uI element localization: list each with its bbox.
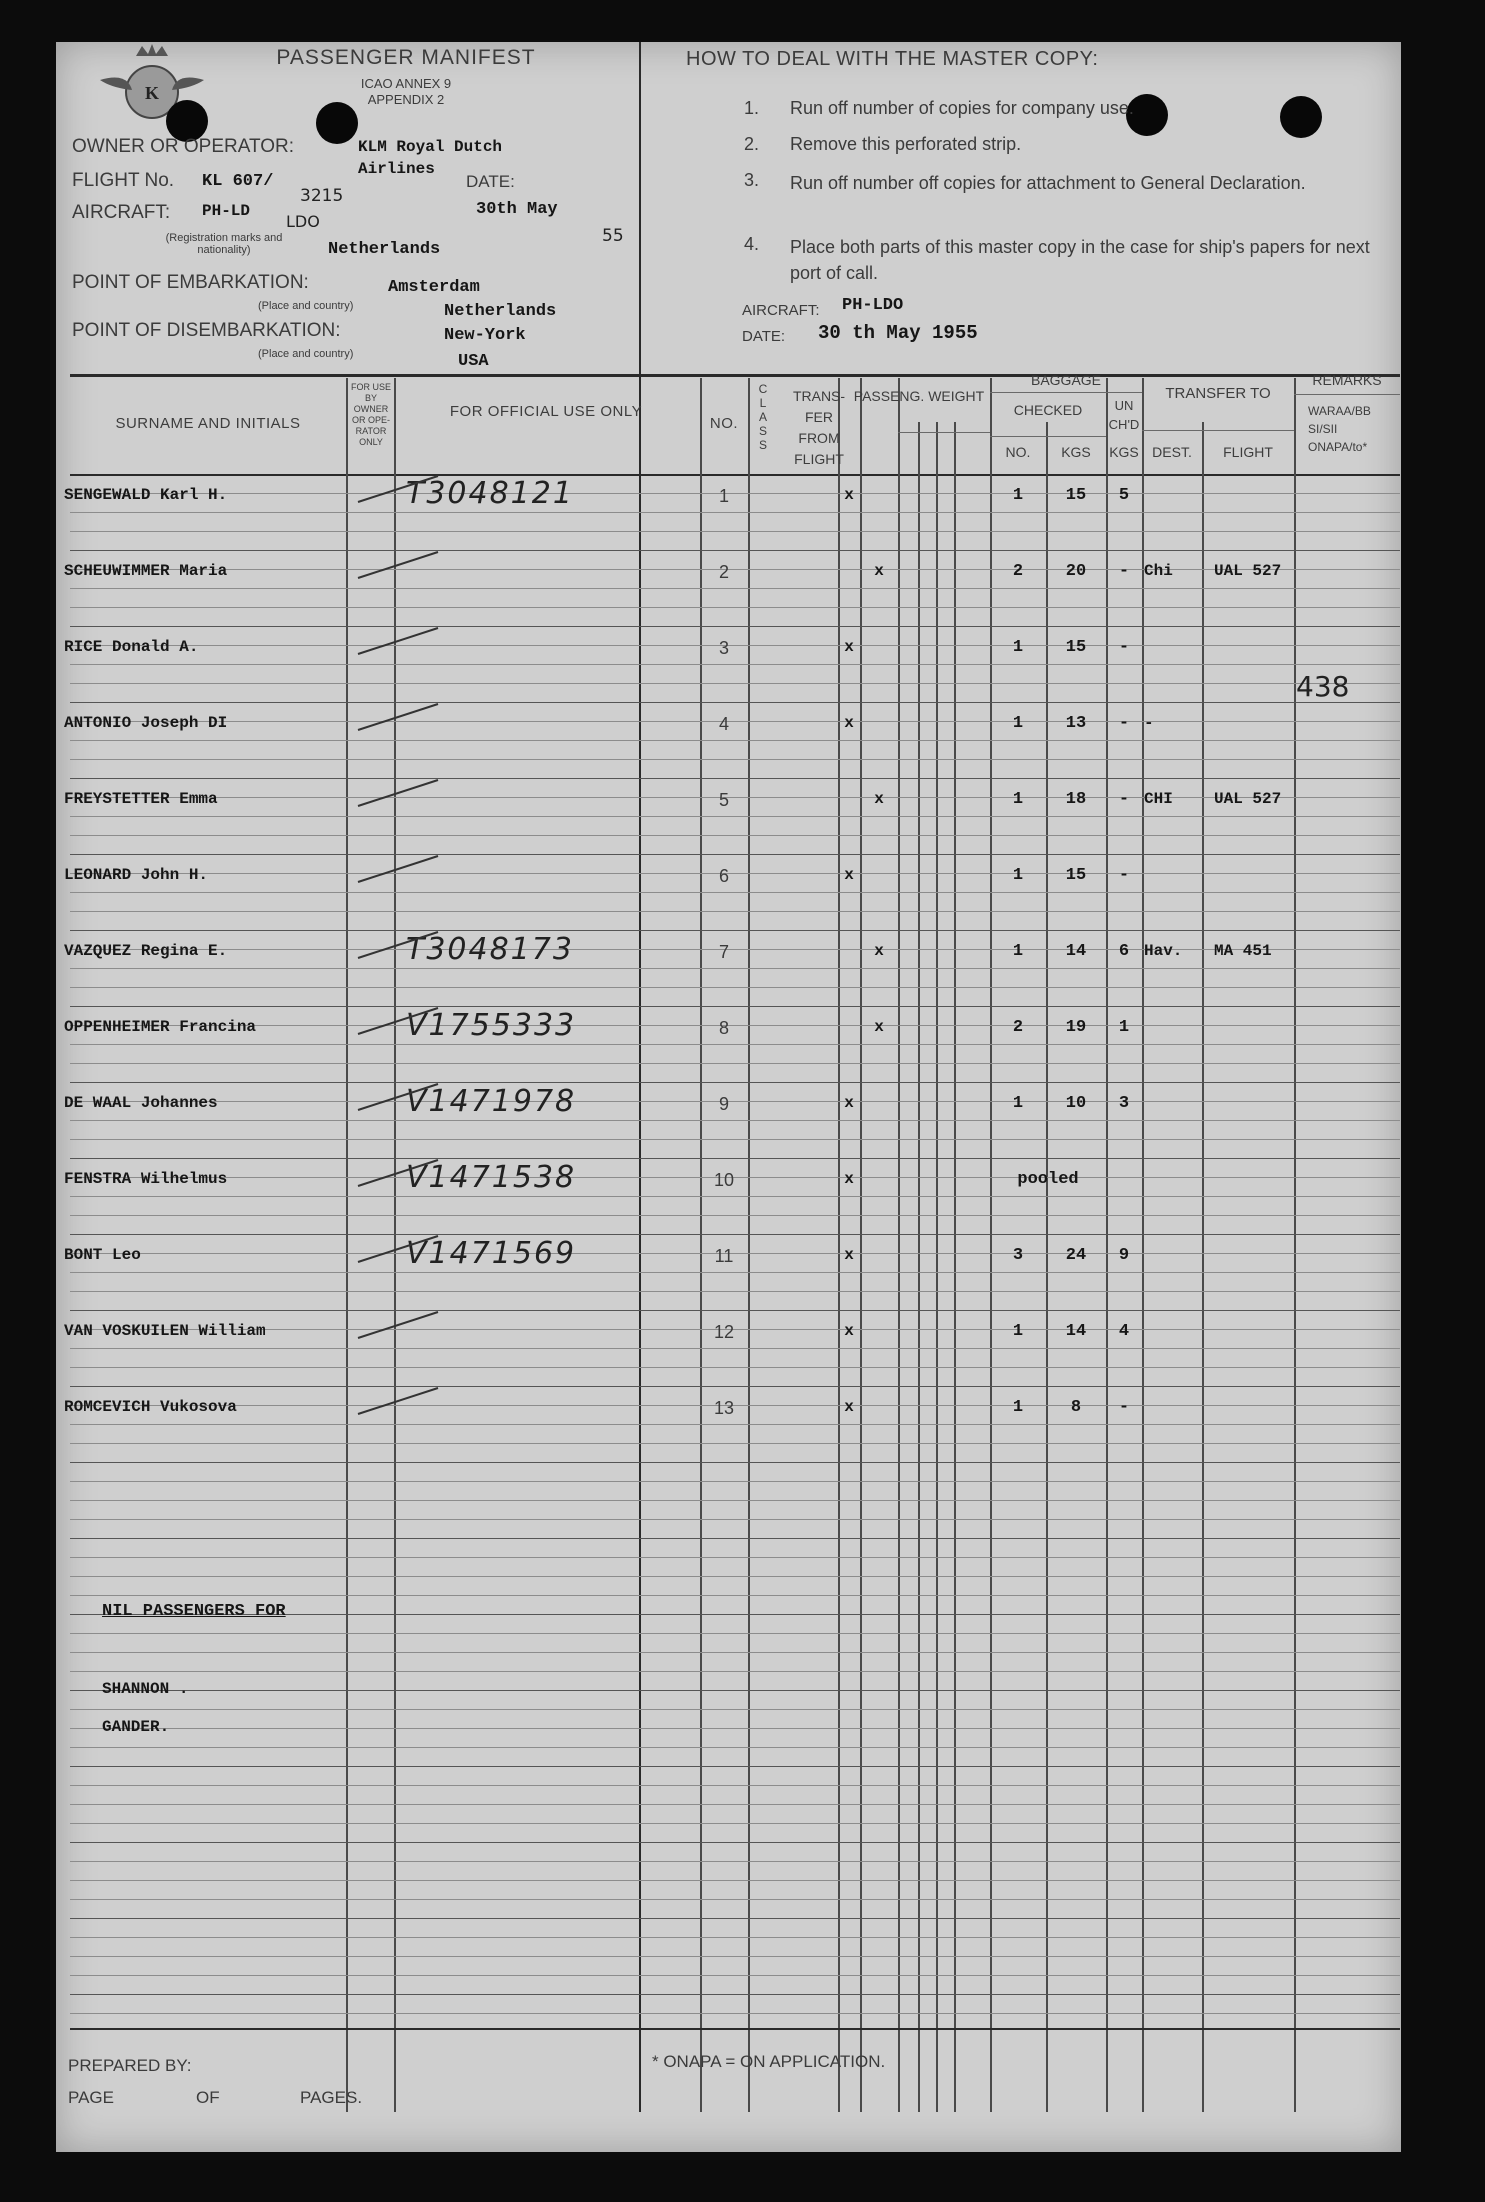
- ruled-line: [70, 1215, 1400, 1216]
- passenger-number: 4: [718, 714, 729, 734]
- baggage-count: 2: [1012, 1018, 1024, 1037]
- ruled-line: [70, 1348, 1400, 1349]
- ruled-line: [70, 1063, 1400, 1064]
- passenger-name: OPPENHEIMER Francina: [64, 1018, 257, 1036]
- passenger-name: SCHEUWIMMER Maria: [64, 562, 228, 580]
- handwritten-remark: 438: [1296, 670, 1350, 703]
- ruled-line: [70, 1576, 1400, 1577]
- passenger-name: ANTONIO Joseph DI: [64, 714, 228, 732]
- ruled-line: [70, 968, 1400, 969]
- passenger-name: FENSTRA Wilhelmus: [64, 1170, 228, 1188]
- ruled-line: [70, 1994, 1400, 1995]
- owner-value: KLM Royal Dutch: [358, 138, 503, 156]
- instruction-number: 1.: [744, 98, 760, 118]
- ruled-line: [70, 1481, 1400, 1482]
- ruled-line: [70, 683, 1400, 684]
- passenger-name: DE WAAL Johannes: [64, 1094, 218, 1112]
- baggage-count: 3: [1012, 1246, 1024, 1265]
- ruled-line: [70, 1044, 1400, 1045]
- ruled-line: [70, 930, 1400, 931]
- col-flight: FLIGHT: [1223, 444, 1273, 460]
- col-bag-kgs: KGS: [1061, 444, 1091, 460]
- weight-mark: x: [874, 562, 884, 580]
- baggage-count: 2: [1012, 562, 1024, 581]
- ruled-line: [70, 892, 1400, 893]
- passenger-number: 3: [718, 638, 729, 658]
- ruled-line: [70, 1633, 1400, 1634]
- instruction-number: 2.: [744, 134, 760, 154]
- pages-label: PAGES.: [300, 2088, 363, 2107]
- passenger-number: 1: [718, 486, 729, 506]
- ruled-line: [70, 1538, 1400, 1539]
- ruled-line: [70, 1291, 1400, 1292]
- col-divider: [1142, 378, 1144, 2112]
- ruled-line: [70, 1728, 1400, 1729]
- weight-mark: x: [844, 1322, 854, 1340]
- ruled-line: [70, 1310, 1400, 1311]
- tick-mark-icon: [356, 1156, 446, 1196]
- official-use-number: V1471978: [406, 1084, 577, 1119]
- official-use-number: V1471569: [406, 1236, 577, 1271]
- passenger-name: ROMCEVICH Vukosova: [64, 1398, 237, 1416]
- of-label: OF: [196, 2088, 220, 2107]
- instr-date-value: 30 th May 1955: [818, 322, 978, 344]
- nil-passengers-note: NIL PASSENGERS FOR: [102, 1602, 286, 1621]
- unchecked-kgs: 5: [1118, 486, 1130, 505]
- ruled-line: [70, 1234, 1400, 1235]
- disembarkation-note: (Place and country): [258, 348, 354, 360]
- baggage-kgs: 13: [1065, 714, 1087, 733]
- col-divider: [748, 378, 750, 2112]
- baggage-count: 1: [1012, 790, 1024, 809]
- passenger-number: 12: [713, 1322, 735, 1342]
- tick-mark-icon: [356, 1080, 446, 1120]
- ruled-line: [70, 1880, 1400, 1881]
- ruled-line: [70, 1557, 1400, 1558]
- passenger-name: FREYSTETTER Emma: [64, 790, 218, 808]
- passenger-number: 7: [718, 942, 729, 962]
- ruled-line: [70, 1196, 1400, 1197]
- aircraft-label: AIRCRAFT:: [72, 202, 171, 223]
- date-year: 55: [602, 226, 624, 246]
- passenger-number: 10: [713, 1170, 735, 1190]
- ruled-line: [70, 531, 1400, 532]
- baggage-kgs: 18: [1065, 790, 1087, 809]
- ruled-line: [70, 1139, 1400, 1140]
- col-divider: [898, 378, 900, 2112]
- col-transfer-from: TRANS- FER FROM FLIGHT: [792, 388, 846, 467]
- tick-mark-icon: [356, 1384, 446, 1424]
- subheader-line: [898, 432, 990, 433]
- baggage-count: 1: [1012, 866, 1024, 885]
- disembarkation-value: New-York: [444, 326, 526, 345]
- passenger-number: 5: [718, 790, 729, 810]
- ruled-line: [70, 1823, 1400, 1824]
- unchecked-kgs: -: [1118, 714, 1130, 733]
- col-bag-no: NO.: [1005, 444, 1031, 460]
- ruled-line: [70, 1690, 1400, 1691]
- tick-mark-icon: [356, 928, 446, 968]
- ruled-line: [70, 607, 1400, 608]
- form-title: PASSENGER MANIFEST: [276, 46, 536, 69]
- nationality-value: Netherlands: [328, 240, 441, 259]
- col-passenger-weight: PASSENG. WEIGHT: [853, 388, 985, 404]
- col-baggage: BAGGAGE: [1030, 372, 1102, 388]
- prepared-by-label: PREPARED BY:: [68, 2056, 192, 2075]
- embarkation-country: Netherlands: [444, 302, 557, 321]
- tick-mark-icon: [356, 472, 446, 512]
- passenger-name: RICE Donald A.: [64, 638, 199, 656]
- ruled-line: [70, 550, 1400, 551]
- passenger-name: SENGEWALD Karl H.: [64, 486, 228, 504]
- annex-label: ICAO ANNEX 9: [360, 76, 452, 91]
- unchecked-kgs: 6: [1118, 942, 1130, 961]
- nil-stop-1: SHANNON .: [102, 1680, 189, 1698]
- owner-value-2: Airlines: [358, 160, 435, 178]
- transfer-flight: UAL 527: [1214, 790, 1282, 808]
- punch-hole-icon: [316, 102, 358, 144]
- unchecked-kgs: -: [1118, 1398, 1130, 1417]
- page-label: PAGE: [68, 2088, 114, 2107]
- baggage-kgs: 20: [1065, 562, 1087, 581]
- ruled-line: [70, 1462, 1400, 1463]
- date-label: DATE:: [466, 172, 515, 191]
- baggage-count: 1: [1012, 1094, 1024, 1113]
- flight-label: FLIGHT No.: [72, 170, 175, 191]
- col-transfer-to: TRANSFER TO: [1165, 385, 1271, 402]
- col-divider: [936, 422, 938, 2112]
- subheader-line: [1142, 430, 1294, 431]
- table-header-bottom: [70, 474, 1400, 476]
- ruled-line: [70, 1842, 1400, 1843]
- baggage-count: 1: [1012, 714, 1024, 733]
- ruled-line: [70, 759, 1400, 760]
- appendix-label: APPENDIX 2: [367, 92, 445, 107]
- instruction-number: 4.: [744, 234, 760, 254]
- weight-mark: x: [844, 1246, 854, 1264]
- subheader-line: [990, 392, 1142, 393]
- transfer-flight: MA 451: [1214, 942, 1272, 960]
- aircraft-extra: LDO: [286, 212, 320, 231]
- unchecked-kgs: 9: [1118, 1246, 1130, 1265]
- weight-mark: x: [874, 1018, 884, 1036]
- baggage-kgs: 15: [1065, 638, 1087, 657]
- ruled-line: [70, 1158, 1400, 1159]
- ruled-line: [70, 1652, 1400, 1653]
- ruled-line: [70, 1975, 1400, 1976]
- tick-mark-icon: [356, 776, 446, 816]
- weight-mark: x: [844, 486, 854, 504]
- baggage-kgs: 14: [1065, 1322, 1087, 1341]
- ruled-line: [70, 1443, 1400, 1444]
- baggage-kgs: 24: [1065, 1246, 1087, 1265]
- passenger-name: LEONARD John H.: [64, 866, 209, 884]
- baggage-count: 1: [1012, 1322, 1024, 1341]
- official-use-number: T3048121: [406, 476, 574, 511]
- passenger-number: 8: [718, 1018, 729, 1038]
- instruction-text: Run off number off copies for attachment to General Declaration.: [790, 173, 1306, 193]
- col-owner-use: FOR USE BY OWNER OR OPE- RATOR ONLY: [350, 382, 391, 447]
- ruled-line: [70, 1386, 1400, 1387]
- baggage-count: 1: [1012, 638, 1024, 657]
- flight-value: KL 607/: [202, 172, 274, 191]
- col-divider: [954, 422, 956, 2112]
- instructions-title: HOW TO DEAL WITH THE MASTER COPY:: [686, 48, 1099, 70]
- instruction-text: Run off number of copies for company use.: [790, 98, 1134, 118]
- tick-mark-icon: [356, 624, 446, 664]
- ruled-line: [70, 1519, 1400, 1520]
- embarkation-value: Amsterdam: [388, 278, 480, 297]
- col-official-use: FOR OFFICIAL USE ONLY: [449, 403, 643, 420]
- embarkation-label: POINT OF EMBARKATION:: [72, 272, 309, 293]
- ruled-line: [70, 702, 1400, 703]
- official-use-number: V1471538: [406, 1160, 577, 1195]
- transfer-destination: -: [1144, 714, 1154, 732]
- passenger-name: VAZQUEZ Regina E.: [64, 942, 228, 960]
- col-divider: [1294, 378, 1296, 2112]
- ruled-line: [70, 854, 1400, 855]
- unchecked-kgs: -: [1118, 562, 1130, 581]
- ruled-line: [70, 1595, 1400, 1596]
- flight-extra: 3215: [300, 186, 344, 206]
- weight-mark: x: [874, 790, 884, 808]
- instr-aircraft-label: AIRCRAFT:: [742, 302, 820, 319]
- ruled-line: [70, 835, 1400, 836]
- ruled-line: [70, 1367, 1400, 1368]
- col-remarks-sub: WARAA/BB SI/SII ONAPA/to*: [1308, 404, 1371, 454]
- ruled-line: [70, 1500, 1400, 1501]
- weight-mark: x: [844, 1170, 854, 1188]
- disembarkation-label: POINT OF DISEMBARKATION:: [72, 320, 341, 341]
- baggage-kgs: 8: [1070, 1398, 1082, 1417]
- tick-mark-icon: [356, 548, 446, 588]
- ruled-line: [70, 1804, 1400, 1805]
- unchecked-kgs: -: [1118, 638, 1130, 657]
- date-value: 30th May: [476, 200, 558, 219]
- col-remarks: REMARKS: [1312, 372, 1382, 388]
- transfer-destination: Chi: [1144, 562, 1173, 580]
- tick-mark-icon: [356, 700, 446, 740]
- ruled-line: [70, 1082, 1400, 1083]
- transfer-flight: UAL 527: [1214, 562, 1282, 580]
- ruled-line: [70, 987, 1400, 988]
- instruction-number: 3.: [744, 170, 760, 190]
- center-divider: [639, 42, 641, 2112]
- ruled-line: [70, 778, 1400, 779]
- ruled-line: [70, 664, 1400, 665]
- instruction-text: Place both parts of this master copy in the case for ship's papers for next port of call.: [790, 237, 1370, 283]
- baggage-kgs: 14: [1065, 942, 1087, 961]
- baggage-kgs: 10: [1065, 1094, 1087, 1113]
- passenger-number: 13: [713, 1398, 735, 1418]
- weight-mark: x: [844, 714, 854, 732]
- weight-mark: x: [874, 942, 884, 960]
- ruled-line: [70, 1861, 1400, 1862]
- baggage-kgs: 15: [1065, 866, 1087, 885]
- col-class: CLASS: [758, 382, 768, 452]
- passenger-number: 2: [718, 562, 729, 582]
- tick-mark-icon: [356, 1232, 446, 1272]
- manifest-sheet: [56, 42, 1401, 2152]
- subheader-line: [1294, 394, 1400, 395]
- ruled-line: [70, 1956, 1400, 1957]
- baggage-count: 1: [1012, 942, 1024, 961]
- ruled-line: [70, 588, 1400, 589]
- ruled-line: [70, 512, 1400, 513]
- footer-separator: [70, 2028, 1400, 2030]
- col-divider: [1202, 422, 1204, 2112]
- ruled-line: [70, 1747, 1400, 1748]
- passenger-name: BONT Leo: [64, 1246, 141, 1264]
- unchecked-kgs: -: [1118, 866, 1130, 885]
- col-dest: DEST.: [1152, 444, 1192, 460]
- unchecked-kgs: 3: [1118, 1094, 1130, 1113]
- ruled-line: [70, 1918, 1400, 1919]
- ruled-line: [70, 1671, 1400, 1672]
- baggage-kgs: 19: [1065, 1018, 1087, 1037]
- ruled-line: [70, 626, 1400, 627]
- registration-note: (Registration marks and nationality): [165, 232, 283, 256]
- passenger-number: 6: [718, 866, 729, 886]
- transfer-destination: CHI: [1144, 790, 1173, 808]
- tick-mark-icon: [356, 1004, 446, 1044]
- ruled-line: [70, 1272, 1400, 1273]
- col-divider: [918, 422, 920, 2112]
- tick-mark-icon: [356, 852, 446, 892]
- official-use-number: T3048173: [406, 932, 574, 967]
- ruled-line: [70, 1766, 1400, 1767]
- nil-stop-2: GANDER.: [102, 1718, 170, 1736]
- ruled-line: [70, 2013, 1400, 2014]
- col-unchd-kgs: KGS: [1109, 444, 1139, 460]
- ruled-line: [70, 1709, 1400, 1710]
- ruled-line: [70, 1006, 1400, 1007]
- header-separator: [70, 374, 1400, 377]
- col-surname: SURNAME AND INITIALS: [115, 415, 301, 432]
- unchecked-kgs: -: [1118, 790, 1130, 809]
- ruled-line: [70, 740, 1400, 741]
- instr-aircraft-value: PH-LDO: [842, 296, 904, 315]
- passenger-name: VAN VOSKUILEN William: [64, 1322, 266, 1340]
- col-divider: [346, 378, 348, 2112]
- col-checked: CHECKED: [1013, 402, 1083, 418]
- baggage-count: 1: [1012, 486, 1024, 505]
- col-divider: [860, 378, 862, 2112]
- svg-text:K: K: [144, 83, 160, 103]
- owner-label: OWNER OR OPERATOR:: [72, 136, 295, 157]
- onapa-note: * ONAPA = ON APPLICATION.: [652, 2052, 886, 2071]
- weight-mark: x: [844, 638, 854, 656]
- weight-mark: x: [844, 1094, 854, 1112]
- col-no: NO.: [709, 415, 739, 432]
- unchecked-kgs: 4: [1118, 1322, 1130, 1341]
- weight-mark: x: [844, 1398, 854, 1416]
- official-use-number: V1755333: [406, 1008, 577, 1043]
- tick-mark-icon: [356, 1308, 446, 1348]
- disembarkation-country: USA: [458, 352, 489, 371]
- aircraft-value: PH-LD: [202, 202, 251, 220]
- ruled-line: [70, 1937, 1400, 1938]
- baggage-kgs: 15: [1065, 486, 1087, 505]
- unchecked-kgs: 1: [1118, 1018, 1130, 1037]
- instr-date-label: DATE:: [742, 328, 786, 345]
- ruled-line: [70, 816, 1400, 817]
- ruled-line: [70, 1120, 1400, 1121]
- baggage-count: pooled: [1017, 1170, 1079, 1189]
- subheader-line: [990, 436, 1106, 437]
- instruction-text: Remove this perforated strip.: [790, 134, 1022, 154]
- ruled-line: [70, 1899, 1400, 1900]
- baggage-count: 1: [1012, 1398, 1024, 1417]
- ruled-line: [70, 1785, 1400, 1786]
- ruled-line: [70, 911, 1400, 912]
- passenger-number: 11: [714, 1246, 734, 1266]
- col-unchecked: UN CH'D: [1108, 398, 1140, 432]
- col-divider: [1046, 422, 1048, 2112]
- transfer-destination: Hav.: [1144, 942, 1183, 960]
- passenger-number: 9: [718, 1094, 729, 1114]
- embarkation-note: (Place and country): [258, 300, 354, 312]
- ruled-line: [70, 1424, 1400, 1425]
- weight-mark: x: [844, 866, 854, 884]
